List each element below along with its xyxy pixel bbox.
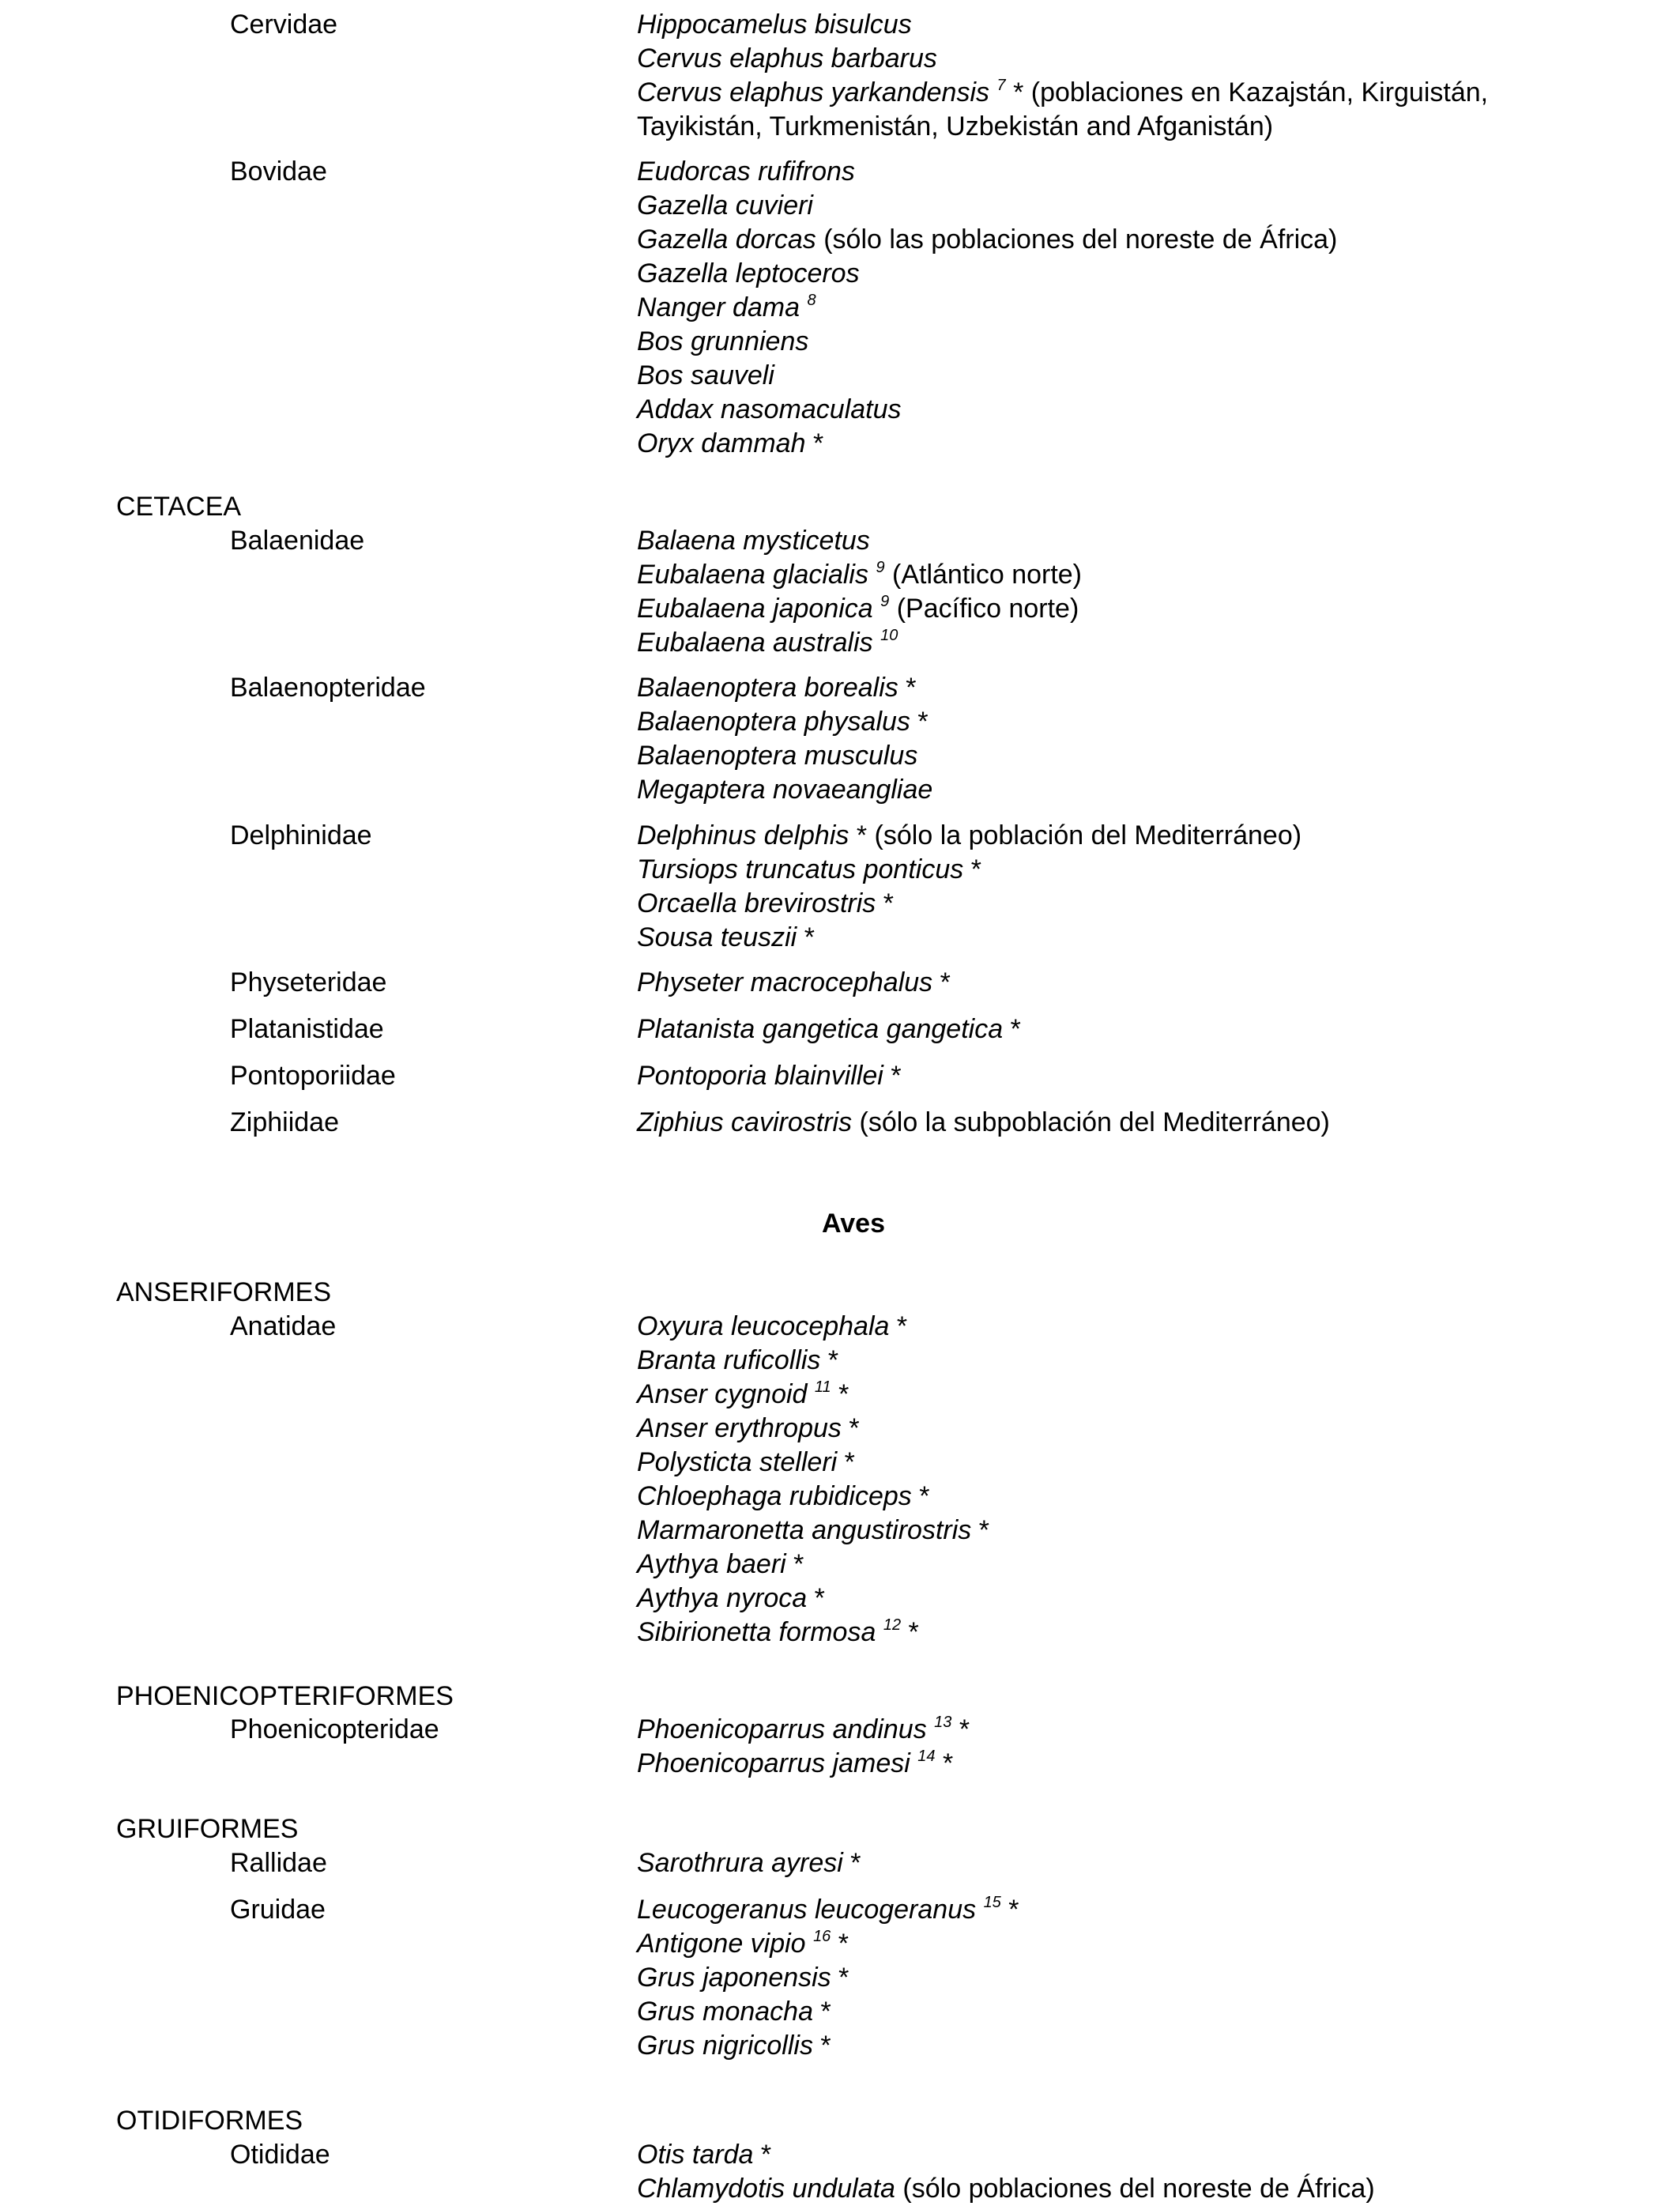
species-name: Cervus elaphus yarkandensis — [637, 77, 990, 107]
asterisk-mark: * — [760, 2140, 772, 2170]
species-entry — [637, 42, 1585, 76]
species-note: (sólo las poblaciones del noreste de África) — [823, 224, 1338, 255]
species-entry — [637, 1446, 989, 1480]
species-name: Bos sauveli — [637, 360, 774, 390]
species-entry — [637, 1995, 1019, 2029]
species-entry — [637, 1378, 989, 1412]
asterisk-mark: * — [1008, 1895, 1019, 1925]
species-entry — [637, 1961, 1019, 1995]
species-name: Antigone vipio — [637, 1929, 806, 1959]
asterisk-mark: * — [838, 1963, 849, 1993]
family-label-pontoporiidae: Pontoporiidae — [230, 1061, 396, 1091]
asterisk-mark: * — [793, 1549, 804, 1579]
species-entry — [637, 257, 1337, 291]
species-entry — [637, 223, 1337, 257]
species-name: Balaenoptera borealis — [637, 673, 898, 703]
species-entry — [637, 1412, 989, 1446]
species-list-otididae — [637, 2138, 1375, 2206]
species-name: Hippocamelus bisulcus — [637, 9, 912, 40]
species-name: Eubalaena japonica — [637, 594, 873, 624]
species-name: Oryx dammah — [637, 428, 806, 458]
footnote-ref: 7 — [996, 77, 1006, 94]
species-name: Chlamydotis undulata — [637, 2174, 895, 2204]
species-entry — [637, 189, 1337, 223]
species-entry — [637, 1927, 1019, 1961]
asterisk-mark: * — [906, 673, 917, 703]
family-label-otididae: Otididae — [230, 2140, 330, 2170]
species-list-rallidae — [637, 1846, 861, 1880]
species-entry — [637, 921, 1301, 955]
species-name: Eubalaena australis — [637, 628, 873, 658]
species-list-delphinidae — [637, 819, 1301, 955]
species-entry — [637, 626, 1082, 660]
asterisk-mark: * — [978, 1515, 989, 1545]
species-name: Aythya nyroca — [637, 1583, 808, 1613]
species-name: Grus japonensis — [637, 1963, 831, 1993]
species-entry — [637, 1344, 989, 1378]
species-entry — [637, 592, 1082, 626]
species-list-balaenopteridae — [637, 671, 932, 807]
species-name: Polysticta stelleri — [637, 1447, 838, 1477]
species-entry — [637, 8, 1585, 42]
species-entry — [637, 155, 1337, 189]
asterisk-mark: * — [1013, 77, 1024, 107]
family-label-gruidae: Gruidae — [230, 1895, 326, 1925]
species-note: (sólo la subpoblación del Mediterráneo) — [859, 1107, 1330, 1137]
species-list-physeteridae — [637, 966, 951, 1000]
asterisk-mark: * — [812, 428, 824, 458]
species-name: Platanista gangetica gangetica — [637, 1014, 1004, 1044]
species-name: Sarothrura ayresi — [637, 1848, 843, 1878]
order-heading-cetacea: CETACEA — [116, 492, 242, 522]
asterisk-mark: * — [827, 1345, 839, 1375]
species-name: Branta ruficollis — [637, 1345, 821, 1375]
family-label-balaenidae: Balaenidae — [230, 526, 365, 556]
family-label-ziphiidae: Ziphiidae — [230, 1107, 339, 1137]
species-entry — [637, 705, 932, 739]
family-label-physeteridae: Physeteridae — [230, 967, 387, 997]
asterisk-mark: * — [896, 1311, 908, 1341]
asterisk-mark: * — [804, 922, 815, 952]
species-name: Cervus elaphus barbarus — [637, 43, 937, 74]
family-label-balaenopteridae: Balaenopteridae — [230, 673, 426, 703]
footnote-ref: 9 — [880, 593, 890, 610]
species-name: Sousa teuszii — [637, 922, 797, 952]
species-entry — [637, 1893, 1019, 1927]
asterisk-mark: * — [908, 1617, 919, 1647]
footnote-ref: 9 — [876, 559, 885, 576]
species-name: Marmaronetta angustirostris — [637, 1515, 972, 1545]
family-label-platanistidae: Platanistidae — [230, 1014, 384, 1044]
species-list-pontoporiidae — [637, 1059, 902, 1093]
species-entry — [637, 393, 1337, 427]
species-list-anatidae — [637, 1310, 989, 1650]
asterisk-mark: * — [959, 1714, 970, 1744]
species-list-balaenidae — [637, 524, 1082, 660]
asterisk-mark: * — [943, 1748, 954, 1778]
species-entry — [637, 1059, 902, 1093]
asterisk-mark: * — [856, 820, 868, 850]
species-entry — [637, 1747, 970, 1781]
asterisk-mark: * — [844, 1447, 855, 1477]
species-entry — [637, 1480, 989, 1514]
species-entry — [637, 853, 1301, 887]
family-label-cervidae: Cervidae — [230, 9, 338, 40]
species-entry — [637, 819, 1301, 853]
species-entry — [637, 558, 1082, 592]
asterisk-mark: * — [814, 1583, 825, 1613]
species-note: (Atlántico norte) — [892, 560, 1083, 590]
species-entry — [637, 76, 1585, 144]
species-entry — [637, 739, 932, 773]
species-entry — [637, 359, 1337, 393]
species-entry — [637, 1846, 861, 1880]
species-name: Ziphius cavirostris — [637, 1107, 853, 1137]
species-entry — [637, 1310, 989, 1344]
asterisk-mark: * — [919, 1481, 930, 1511]
species-list-cervidae — [637, 8, 1585, 144]
species-name: Phoenicoparrus andinus — [637, 1714, 927, 1744]
footnote-ref: 12 — [883, 1616, 902, 1634]
species-name: Anser cygnoid — [637, 1379, 808, 1409]
species-name: Bos grunniens — [637, 326, 809, 356]
species-entry — [637, 1548, 989, 1582]
class-heading: Aves — [821, 1209, 886, 1239]
footnote-ref: 14 — [917, 1748, 936, 1765]
species-name: Gazella cuvieri — [637, 190, 813, 221]
family-label-phoenicopteridae: Phoenicopteridae — [230, 1714, 439, 1744]
species-name: Gazella dorcas — [637, 224, 816, 255]
asterisk-mark: * — [849, 1413, 860, 1443]
asterisk-mark: * — [850, 1848, 861, 1878]
species-entry — [637, 1713, 970, 1747]
asterisk-mark: * — [891, 1061, 902, 1091]
species-entry — [637, 887, 1301, 921]
species-name: Eubalaena glacialis — [637, 560, 868, 590]
footnote-ref: 15 — [983, 1894, 1001, 1911]
asterisk-mark: * — [820, 2031, 831, 2061]
species-name: Physeter macrocephalus — [637, 967, 933, 997]
asterisk-mark: * — [917, 707, 929, 737]
species-name: Megaptera novaeangliae — [637, 775, 933, 805]
asterisk-mark: * — [970, 854, 981, 884]
species-name: Grus monacha — [637, 1997, 813, 2027]
species-name: Tursiops truncatus ponticus — [637, 854, 964, 884]
species-name: Phoenicoparrus jamesi — [637, 1748, 910, 1778]
species-name: Grus nigricollis — [637, 2031, 813, 2061]
species-name: Sibirionetta formosa — [637, 1617, 876, 1647]
species-name: Leucogeranus leucogeranus — [637, 1895, 977, 1925]
species-entry — [637, 2029, 1019, 2063]
species-name: Addax nasomaculatus — [637, 394, 902, 424]
species-entry — [637, 325, 1337, 359]
family-label-bovidae: Bovidae — [230, 156, 327, 187]
species-entry — [637, 1514, 989, 1548]
order-heading-otidiformes: OTIDIFORMES — [116, 2106, 303, 2136]
order-heading-phoenicopteriformes: PHOENICOPTERIFORMES — [116, 1681, 454, 1711]
species-entry — [637, 2138, 1375, 2172]
family-label-rallidae: Rallidae — [230, 1848, 327, 1878]
species-entry — [637, 1106, 1330, 1140]
asterisk-mark: * — [820, 1997, 831, 2027]
species-entry — [637, 671, 932, 705]
species-entry — [637, 427, 1337, 461]
species-name: Oxyura leucocephala — [637, 1311, 890, 1341]
footnote-ref: 13 — [934, 1714, 952, 1731]
footnote-ref: 11 — [814, 1378, 831, 1396]
footnote-ref: 8 — [807, 292, 816, 309]
species-entry — [637, 524, 1082, 558]
family-label-anatidae: Anatidae — [230, 1311, 337, 1341]
species-list-ziphiidae — [637, 1106, 1330, 1140]
species-name: Balaenoptera physalus — [637, 707, 910, 737]
asterisk-mark: * — [940, 967, 951, 997]
species-name: Anser erythropus — [637, 1413, 842, 1443]
asterisk-mark: * — [1010, 1014, 1021, 1044]
asterisk-mark: * — [838, 1929, 849, 1959]
species-note: (sólo la población del Mediterráneo) — [874, 820, 1302, 850]
species-name: Pontoporia blainvillei — [637, 1061, 883, 1091]
species-name: Eudorcas rufifrons — [637, 156, 855, 187]
species-name: Balaena mysticetus — [637, 526, 870, 556]
species-entry — [637, 1582, 989, 1616]
species-entry — [637, 2172, 1375, 2206]
species-name: Nanger dama — [637, 292, 800, 322]
species-list-platanistidae — [637, 1012, 1021, 1046]
species-entry — [637, 1616, 989, 1650]
species-list-phoenicopteridae — [637, 1713, 970, 1781]
asterisk-mark: * — [838, 1379, 849, 1409]
species-note: (poblaciones en Kazajstán, Kirguistán, Tayikistán, Turkmenistán, Uzbekistán and Afganistán) — [637, 77, 1489, 141]
species-entry — [637, 773, 932, 807]
species-name: Aythya baeri — [637, 1549, 786, 1579]
footnote-ref: 16 — [813, 1928, 831, 1945]
species-list-gruidae — [637, 1893, 1019, 2063]
species-entry — [637, 1012, 1021, 1046]
species-note: (Pacífico norte) — [896, 594, 1079, 624]
order-heading-anseriformes: ANSERIFORMES — [116, 1277, 332, 1307]
species-name: Gazella leptoceros — [637, 258, 860, 288]
order-heading-gruiformes: GRUIFORMES — [116, 1814, 299, 1844]
species-name: Orcaella brevirostris — [637, 888, 876, 918]
species-entry — [637, 966, 951, 1000]
family-label-delphinidae: Delphinidae — [230, 820, 372, 850]
species-note: (sólo poblaciones del noreste de África) — [902, 2174, 1375, 2204]
species-name: Chloephaga rubidiceps — [637, 1481, 912, 1511]
species-name: Otis tarda — [637, 2140, 754, 2170]
species-entry — [637, 291, 1337, 325]
species-name: Balaenoptera musculus — [637, 741, 918, 771]
species-name: Delphinus delphis — [637, 820, 849, 850]
footnote-ref: 10 — [880, 627, 898, 644]
asterisk-mark: * — [883, 888, 894, 918]
species-list-bovidae — [637, 155, 1337, 461]
